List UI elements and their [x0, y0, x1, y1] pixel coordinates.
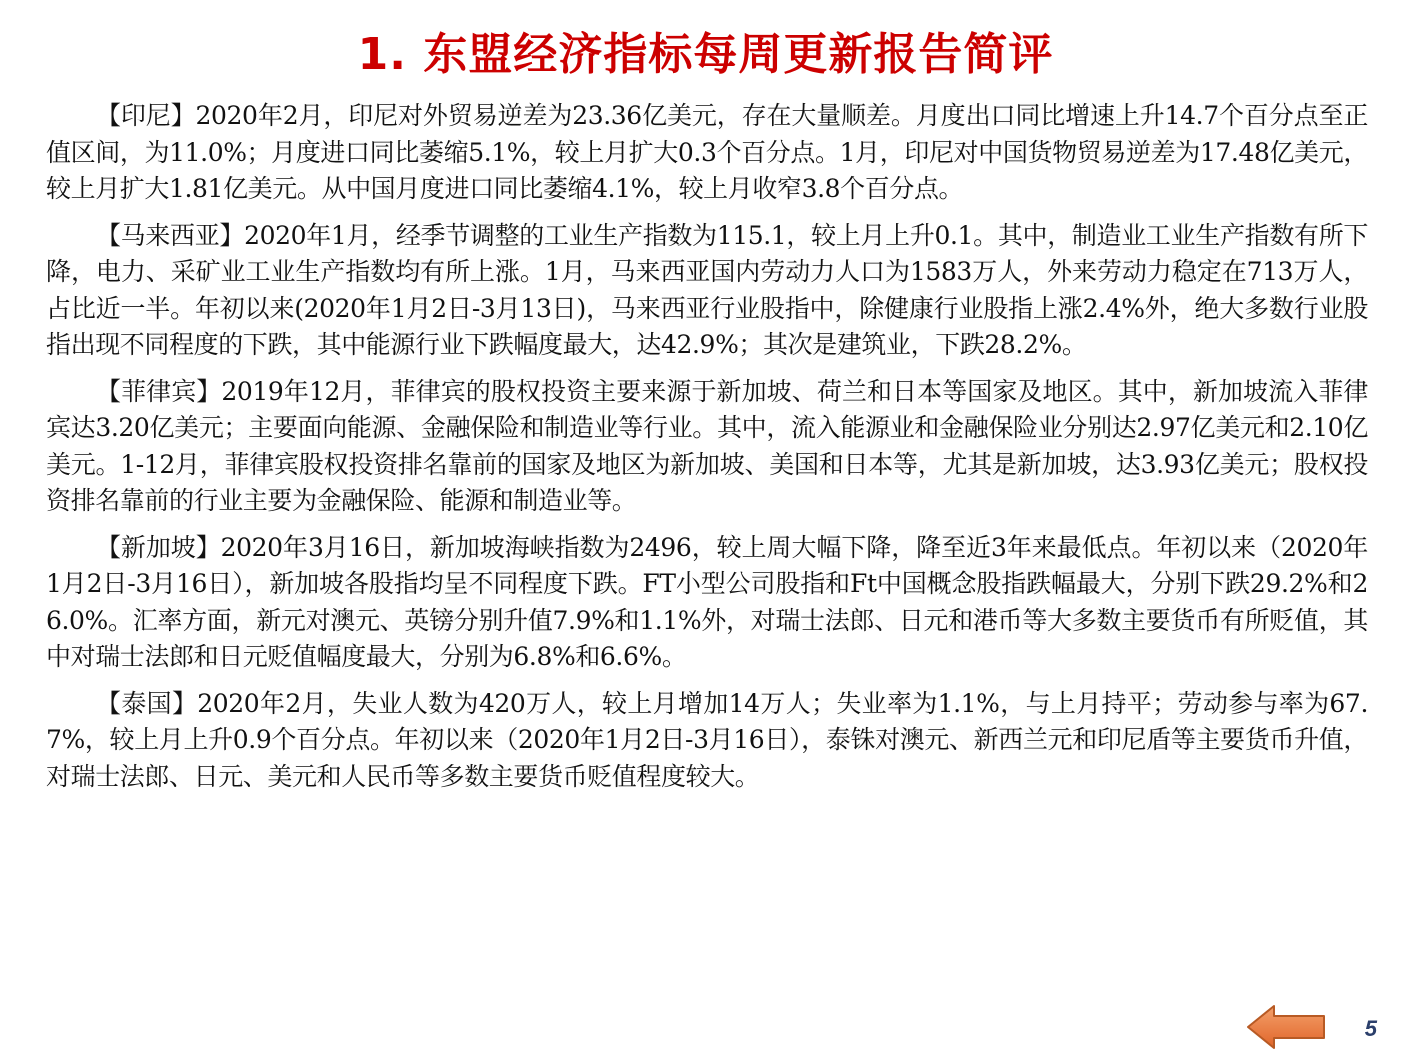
page-number: 5 [1364, 1016, 1377, 1041]
paragraph-indonesia: 【印尼】2020年2月，印尼对外贸易逆差为23.36亿美元，存在大量顺差。月度出口同比增速上升14.7个百分点至正值区间，为11.0%；月度进口同比萎缩5.1%，较上月扩大0.3个百分点。1月，印尼对中国货物贸易逆差为17.48亿美元，较上月扩大1.81亿美元。从中国月度进口同比萎缩4.1%，较上月收窄3.8个百分点。 [46, 101, 1368, 203]
report-body [46, 98, 1368, 805]
left-arrow-icon [1246, 1003, 1328, 1051]
paragraph-thailand: 【泰国】2020年2月，失业人数为420万人，较上月增加14万人；失业率为1.1%，与上月持平；劳动参与率为67.7%，较上月上升0.9个百分点。年初以来（2020年1月2日-3月16日），泰铢对澳元、新西兰元和印尼盾等主要货币升值，对瑞士法郎、日元、美元和人民币等多数主要货币贬值程度较大。 [46, 688, 1368, 791]
paragraph-singapore: 【新加坡】2020年3月16日，新加坡海峡指数为2496，较上周大幅下降，降至近3年来最低点。年初以来（2020年1月2日-3月16日），新加坡各股指均呈不同程度下跌。FT小型公司股指和Ft中国概念股指跌幅最大，分别下跌29.2%和26.0%。汇率方面，新元对澳元、英镑分别升值7.9%和1.1%外，对瑞士法郎、日元和港币等大多数主要货币有所贬值，其中对瑞士法郎和日元贬值幅度最大，分别为6.8%和6.6%。 [46, 532, 1368, 671]
back-button[interactable] [1246, 1003, 1328, 1051]
paragraph-malaysia: 【马来西亚】2020年1月，经季节调整的工业生产指数为115.1，较上月上升0.1。其中，制造业工业生产指数有所下降，电力、采矿业工业生产指数均有所上涨。1月，马来西亚国内劳动力人口为1583万人，外来劳动力稳定在713万人，占比近一半。年初以来(2020年1月2日-3月13日)，马来西亚行业股指中，除健康行业股指上涨2.4%外，绝大多数行业股指出现不同程度的下跌，其中能源行业下跌幅度最大，达42.9%；其次是建筑业，下跌28.2%。 [46, 220, 1368, 359]
page-title: 1. 东盟经济指标每周更新报告简评 [357, 29, 1054, 80]
paragraph-philippines: 【菲律宾】2019年12月，菲律宾的股权投资主要来源于新加坡、荷兰和日本等国家及地区。其中，新加坡流入菲律宾达3.20亿美元；主要面向能源、金融保险和制造业等行业。其中，流入能源业和金融保险业分别达2.97亿美元和2.10亿美元。1-12月，菲律宾股权投资排名靠前的国家及地区为新加坡、美国和日本等，尤其是新加坡，达3.93亿美元；股权投资排名靠前的行业主要为金融保险、能源和制造业等。 [46, 376, 1368, 515]
